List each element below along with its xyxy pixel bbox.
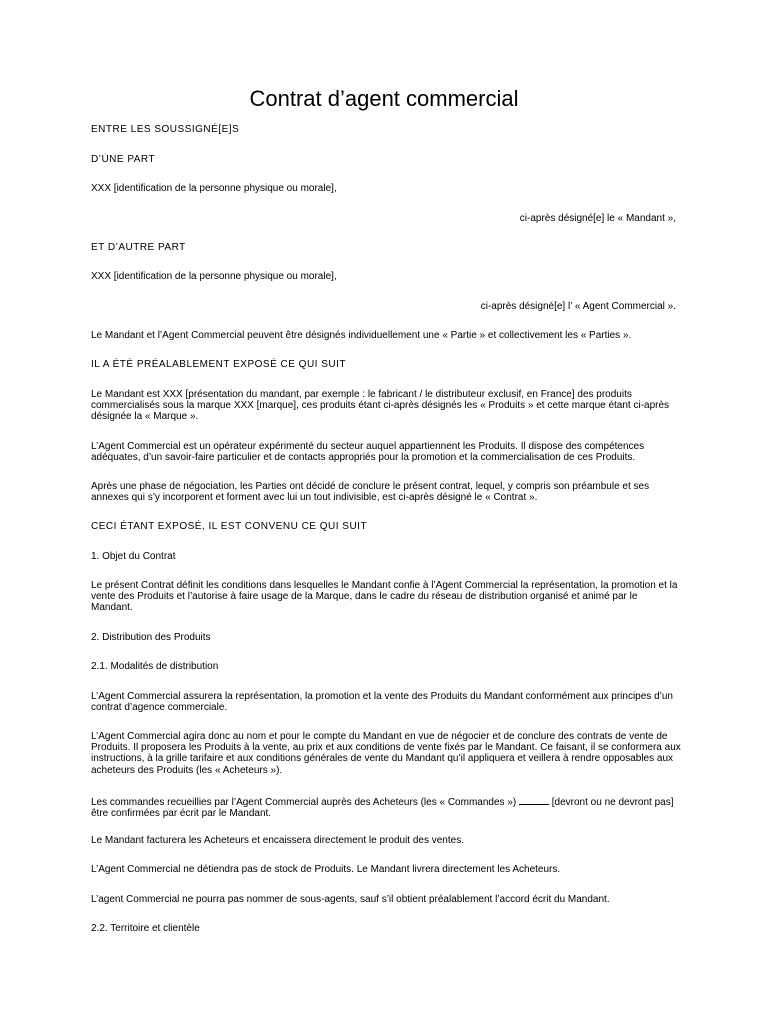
entre-les-soussignes: ENTRE LES SOUSSIGNÉ[E]S xyxy=(91,124,240,135)
section-1-paragraph: Le présent Contrat définit les conditions dans lesquelles le Mandant confie à l’Agent Commercial la représentation, la promotion et la vente des Produits et l’autorise à faire usage de la Marque, dans le cadre du réseau de distribution organisé et animé par le Mandant. xyxy=(91,580,678,614)
section-2-2-heading: 2.2. Territoire et clientèle xyxy=(91,923,200,934)
party-2-identification: XXX [identification de la personne physique ou morale], xyxy=(91,271,337,282)
parties-definition: Le Mandant et l’Agent Commercial peuvent être désignés individuellement une « Partie » et collectivement les « Parties ». xyxy=(91,330,632,341)
une-part-label: D’UNE PART xyxy=(91,154,156,165)
expose-heading: IL A ÉTÉ PRÉALABLEMENT EXPOSÉ CE QUI SUIT xyxy=(91,359,347,370)
section-2-1-paragraph-4: Le Mandant facturera les Acheteurs et encaissera directement le produit des ventes. xyxy=(91,835,464,846)
mandant-designation: ci-après désigné[e] le « Mandant », xyxy=(519,213,676,224)
expose-paragraph-3: Après une phase de négociation, les Parties ont décidé de conclure le présent contrat, lequel, y compris son préambule et ses annexes qui s’y incorporent et forment avec lui un tout indivisible, est ci-après désigné le « Contrat ». xyxy=(91,481,650,504)
autre-part-label: ET D’AUTRE PART xyxy=(91,242,186,253)
commandes-text: Les commandes recueillies par l’Agent Commercial auprès des Acheteurs (les « Commandes ») xyxy=(91,797,517,808)
blank-line xyxy=(519,795,549,805)
section-2-1-paragraph-3 xyxy=(91,795,681,819)
party-1-identification: XXX [identification de la personne physique ou morale], xyxy=(91,183,337,194)
expose-paragraph-1: Le Mandant est XXX [présentation du mandant, par exemple : le fabricant / le distributeur exclusif, en France] des produits commercialisés sous la marque XXX [marque], ces produits étant ci-après désignés les « Produits » et cette marque étant ci-après désignée la « Marque ». xyxy=(91,389,670,423)
section-2-1-paragraph-6: L’agent Commercial ne pourra pas nommer de sous-agents, sauf s’il obtient préalablement l’accord écrit du Mandant. xyxy=(91,894,610,905)
section-1-heading: 1. Objet du Contrat xyxy=(91,551,176,562)
expose-paragraph-2: L’Agent Commercial est un opérateur expérimenté du secteur auquel appartiennent les Produits. Il dispose des compétences adéquates, d’un savoir-faire particulier et de contacts appropriés pour la promotion et la commercialisation de ces Produits. xyxy=(91,441,645,464)
agent-designation: ci-après désigné[e] l’ « Agent Commercial ». xyxy=(480,301,676,312)
convenu-heading: CECI ÉTANT EXPOSÉ, IL EST CONVENU CE QUI SUIT xyxy=(91,521,368,532)
document-title: Contrat d’agent commercial xyxy=(249,86,519,111)
section-2-1-paragraph-2: L’Agent Commercial agira donc au nom et pour le compte du Mandant en vue de négocier et de conclure des contrats de vente de Produits. Il proposera les Produits à la vente, au prix et aux conditions de vente fixés par le Mandant. Ce faisant, il se conformera aux instructions, à la grille tarifaire et aux conditions générales de vente du Mandant qu’il appliquera et veillera à rendre opposables aux acheteurs des Produits (les « Acheteurs »). xyxy=(91,731,681,776)
confirmation-text: [devront ou ne devront pas] être confirmées par écrit par le Mandant. xyxy=(91,797,674,820)
section-2-1-paragraph-1: L’Agent Commercial assurera la représentation, la promotion et la vente des Produits du Mandant conformément aux principes d’un contrat d’agence commerciale. xyxy=(91,691,673,714)
section-2-1-paragraph-5: L’Agent Commercial ne détiendra pas de stock de Produits. Le Mandant livrera directement les Acheteurs. xyxy=(91,864,561,875)
section-2-heading: 2. Distribution des Produits xyxy=(91,632,211,643)
section-2-1-heading: 2.1. Modalités de distribution xyxy=(91,661,219,672)
